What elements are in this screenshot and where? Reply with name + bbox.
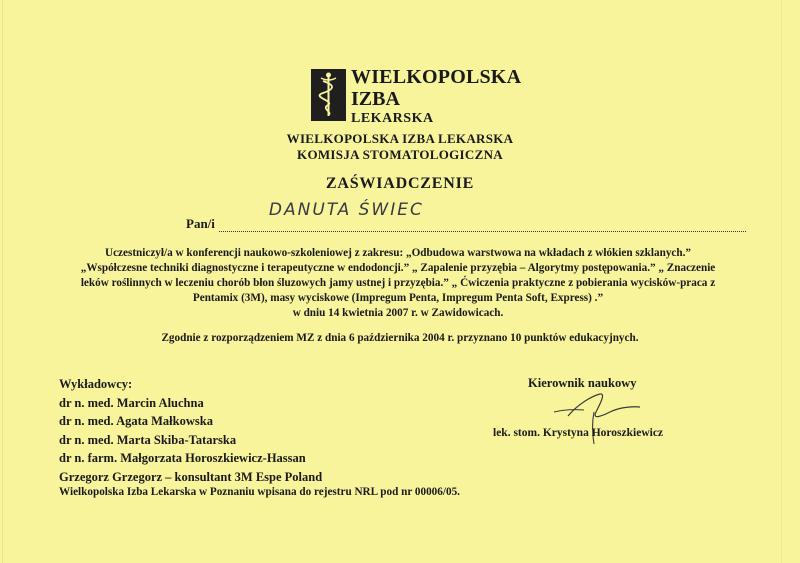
- logo-wordmark: [351, 67, 521, 126]
- body-line: Uczestniczył/a w konferencji naukowo-szkoleniowej z zakresu: „Odbudowa warstwowa na wkładach z włókien szklanych.”: [104, 247, 691, 259]
- lecturer-name: dr n. farm. Małgorzata Horoszkiewicz-Hassan: [59, 451, 306, 465]
- certificate-title: ZAŚWIADCZENIE: [325, 175, 475, 192]
- body-line: w dniu 14 kwietnia 2007 r. w Zawidowicach.: [292, 307, 504, 319]
- recipient-dotted-line: [219, 200, 746, 232]
- supervisor-name: lek. stom. Krystyna Horoszkiewicz: [493, 427, 664, 439]
- commission-name: KOMISJA STOMATOLOGICZNA: [297, 147, 503, 162]
- certificate-body: [74, 246, 722, 321]
- lecturer-name: Grzegorz Grzegorz – konsultant 3M Espe Poland: [59, 469, 323, 484]
- registry-footer: Wielkopolska Izba Lekarska w Poznaniu wpisana do rejestru NRL pod nr 00006/05.: [59, 486, 460, 498]
- recipient-label: Pan/i: [186, 216, 215, 231]
- recipient-line: [186, 200, 746, 232]
- logo-line-2: IZBA: [351, 88, 400, 110]
- lecturer-name: dr n. med. Marcin Aluchna: [59, 395, 204, 410]
- logo-line-1: WIELKOPOLSKA: [351, 66, 522, 88]
- logo-line-3: LEKARSKA: [351, 111, 434, 126]
- lecturers-heading: Wykładowcy:: [59, 377, 133, 391]
- body-line: leków roślinnych w leczeniu chorób błon śluzowych jamy ustnej i przyzębia.” „ Ćwiczenia praktyczne z pobierania wycisków-praca z: [80, 277, 716, 289]
- lecturer-name: dr n. med. Marta Skiba-Tatarska: [59, 432, 237, 447]
- body-line: Pentamix (3M), masy wyciskowe (Impregum Penta, Impregum Penta Soft, Express) .”: [192, 292, 604, 304]
- regulation-statement: Zgodnie z rozporządzeniem MZ z dnia 6 października 2004 r. przyznano 10 punktów edukacyjnych.: [161, 332, 639, 344]
- caduceus-icon: [311, 69, 346, 121]
- lecturer-name: dr n. med. Agata Małkowska: [59, 414, 213, 428]
- body-line: „Współczesne techniki diagnostyczne i terapeutyczne w endodoncji.” „ Zapalenie przyzębia – Algorytmy postępowania.” „ Znaczenie: [80, 262, 716, 274]
- recipient-handwritten-name: DANUTA ŚWIEC: [268, 200, 424, 220]
- organization-name: WIELKOPOLSKA IZBA LEKARSKA: [286, 131, 514, 146]
- supervisor-title: Kierownik naukowy: [528, 376, 637, 390]
- lecturers-list: [59, 375, 322, 486]
- chamber-logo: [311, 67, 521, 126]
